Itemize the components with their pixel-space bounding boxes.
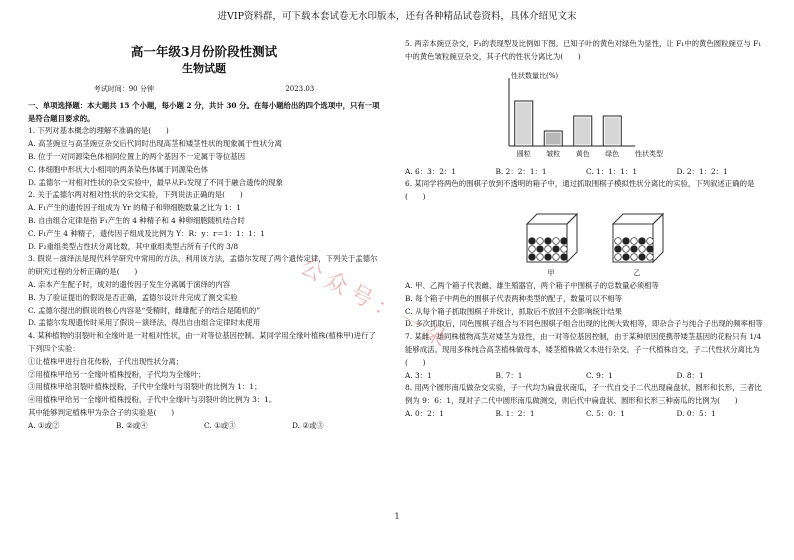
go-stone xyxy=(647,246,654,253)
go-stone xyxy=(537,238,544,245)
question-line: D. 孟德尔一对相对性状的杂交实验中，最早从F₂发现了不同于融合遗传的现象 xyxy=(28,177,283,187)
left-column xyxy=(28,38,380,433)
option: A. 3：1 xyxy=(405,370,432,380)
question-line: ④用植株甲给另一全缘叶植株授粉，子代中全缘叶与羽裂叶的比例为 3：1。 xyxy=(28,395,277,405)
vip-banner: 进VIP资料群，可下载本套试卷无水印版本，还有各种精品试卷资料，具体介绍见文末 xyxy=(217,11,577,22)
option: B. 2：2：1：1 xyxy=(495,166,547,176)
option: D. 2：1：2：1 xyxy=(676,166,728,176)
go-stone xyxy=(639,246,646,253)
question-line: D. F₂重组类型占性状分离比数，其中重组类型占所有子代的 3/8 xyxy=(28,241,239,251)
option: A. 0：2：1 xyxy=(405,408,444,418)
watermark: 公众号：一朵 xyxy=(295,254,457,356)
q6-boxes xyxy=(523,210,767,276)
option: A. 甲、乙两个箱子代表雌、雄生殖器官，两个箱子中围棋子的总数量必须相等 xyxy=(405,280,659,290)
go-stone xyxy=(615,254,622,261)
option: D. 多次抓取后，同色围棋子组合与不同色围棋子组合出现的比例大致相等，即杂合子与纯合子出现的频率相等 xyxy=(405,319,763,329)
category-label: 绿色 xyxy=(605,149,620,158)
go-stone xyxy=(647,238,654,245)
bar-fill xyxy=(605,117,620,144)
category-label: 黄色 xyxy=(575,149,590,158)
q5-stem xyxy=(405,38,767,64)
exam-meta xyxy=(28,83,380,96)
go-stone xyxy=(631,246,638,253)
go-stone xyxy=(615,238,622,245)
go-stone xyxy=(529,238,536,245)
container-box xyxy=(609,210,665,276)
q7-options xyxy=(405,370,767,383)
bar-fill xyxy=(575,117,590,144)
question-line: B. 为了验证提出的假说是否正确，孟德尔设计并完成了测交实验 xyxy=(28,292,238,302)
option: B. 1：2：1 xyxy=(495,408,535,418)
q8-stem xyxy=(405,382,767,408)
q4-options xyxy=(28,420,380,433)
q5-chart xyxy=(487,70,663,162)
question-line: A. 高茎豌豆与高茎豌豆杂交后代同时出现高茎和矮茎性状的现象属于性状分离 xyxy=(28,139,282,149)
q8-options xyxy=(405,408,767,421)
y-axis-label: 性状数量比(%) xyxy=(511,71,559,80)
question-line: 4. 某种植物的羽裂叶和全缘叶是一对相对性状，由一对等位基因控制。某同学用全缘叶植株(植株甲)进行了下列四个实验： xyxy=(28,331,376,353)
exam-date: 2023.03 xyxy=(285,85,315,93)
go-stone xyxy=(561,246,568,253)
option: B. ②或④ xyxy=(116,420,148,430)
question-line: 3. 假说－演绎法是现代科学研究中常用的方法，利用该方法，孟德尔发现了两个遗传定律，下列关于孟德尔的研究过程的分析正确的是( ) xyxy=(28,254,378,277)
option: D. 8：1 xyxy=(676,370,704,380)
go-stone xyxy=(529,254,536,261)
container-box xyxy=(523,210,579,276)
go-stone xyxy=(537,246,544,253)
question-line: 8. 用两个圆形南瓜做杂交实验，子一代均为扁盘状南瓜，子一代自交子二代出现扁盘状、圆形和长形，三者比例为 9：6：1，现对子二代中圆形南瓜做测交，则后代中扁盘状、圆形和长形三种南瓜的比例为( ) xyxy=(405,383,762,406)
right-column xyxy=(405,38,767,421)
box-drawing xyxy=(609,210,665,264)
q5-options xyxy=(405,166,767,179)
go-stone xyxy=(639,254,646,261)
go-stone xyxy=(615,246,622,253)
category-label: 皱粒 xyxy=(546,149,561,158)
go-stone xyxy=(545,246,552,253)
option: A. ①或② xyxy=(28,420,60,430)
x-axis-label: 性状类型 xyxy=(635,149,663,158)
q6-stem xyxy=(405,178,767,204)
option: D. 0：5：1 xyxy=(676,408,716,418)
question-line: C. 体细胞中形状大小相同的两条染色体属于同源染色体 xyxy=(28,164,209,174)
go-stone xyxy=(545,238,552,245)
category-label: 圆粒 xyxy=(516,149,531,158)
question-line: 6. 某同学将两色的围棋子放到不透明的箱子中，通过抓取围棋子模拟性状分离比的实验，下列叙述正确的是( ) xyxy=(405,179,755,202)
option: C. ①或③ xyxy=(204,420,236,430)
question-line: A. 亲本产生配子时，成对的遗传因子发生分离属于演绎的内容 xyxy=(28,279,231,289)
go-stone xyxy=(639,238,646,245)
box-label: 乙 xyxy=(633,268,641,277)
go-stone xyxy=(561,238,568,245)
bar-fill xyxy=(546,132,561,144)
question-line: ②用植株甲给另一全缘叶植株授粉，子代均为全缘叶； xyxy=(28,369,206,379)
bar-chart xyxy=(487,70,663,162)
go-stone xyxy=(623,238,630,245)
option: C. 从每个箱子抓取围棋子并统计，抓取后不放回不会影响统计结果 xyxy=(405,306,623,316)
question-line: C. F₁产生 4 种精子，遗传因子组成及比例为 Y：R：y：r＝1：1：1：1 xyxy=(28,228,265,238)
go-stone xyxy=(537,254,544,261)
question-line: 5. 两亲本豌豆杂交，F₁的表现型及比例如下图。已知子叶的黄色对绿色为显性，让 F₁中的黄色圆粒豌豆与 F₁中的黄色皱粒豌豆杂交，其子代的性状分离比为( ) xyxy=(405,39,762,61)
question-line: 7. 某雌、雄同株植物高茎对矮茎为显性，由一对等位基因控制，由于某种原因使携带矮茎基因的花粉只有 1/4 能够成活。现用多株纯合高茎植株做母本，矮茎植株做父本进行杂交，子一代植株自交，子二代性状分离比为( ) xyxy=(405,332,762,367)
page-number: 1 xyxy=(394,512,400,521)
option: D. ②或③ xyxy=(292,420,324,430)
go-stone xyxy=(553,246,560,253)
option: C. 5：0：1 xyxy=(586,408,625,418)
question-line: C. 孟德尔提出的假说的核心内容是“受精时，雌雄配子的结合是随机的” xyxy=(28,305,260,315)
go-stone xyxy=(623,254,630,261)
option: A. 6：3：2：1 xyxy=(405,166,457,176)
go-stone xyxy=(623,246,630,253)
question-line: ③用植株甲给羽裂叶植株授粉，子代中全缘叶与羽裂叶的比例为 1：1； xyxy=(28,382,262,392)
go-stone xyxy=(631,238,638,245)
question-line: D. 孟德尔发现遗传时采用了假说－演绎法，得出自由组合定律时未使用 xyxy=(28,318,261,328)
q7-stem xyxy=(405,331,767,369)
option: C. 9：1 xyxy=(586,370,613,380)
option: C. 1：1：1：1 xyxy=(586,166,638,176)
go-stone xyxy=(553,254,560,261)
go-stone xyxy=(647,254,654,261)
go-stone xyxy=(553,238,560,245)
question-line: A. F₁产生的遗传因子组成为 Yr 的精子和卵细胞数量之比为 1：1 xyxy=(28,203,241,213)
question-line: 其中能够判定植株甲为杂合子的实验是( ) xyxy=(28,407,175,417)
go-stone xyxy=(631,254,638,261)
question-line: 1. 下列对基本概念的理解不准确的是( ) xyxy=(28,126,169,136)
option: B. 每个箱子中两色的围棋子代表两种类型的配子，数量可以不相等 xyxy=(405,293,623,303)
bar-fill xyxy=(516,102,531,144)
go-stone xyxy=(545,254,552,261)
exam-subtitle: 生物试题 xyxy=(182,62,226,75)
go-stone xyxy=(561,254,568,261)
question-line: B. 位于一对同源染色体相同位置上的两个基因不一定属于等位基因 xyxy=(28,151,246,161)
box-label: 甲 xyxy=(547,268,555,277)
exam-time: 考试时间：90 分钟 xyxy=(93,85,154,93)
exam-title: 高一年级3月份阶段性测试 xyxy=(130,44,278,59)
go-stone xyxy=(529,246,536,253)
question-line: 2. 关于孟德尔两对相对性状的杂交实验，下列说法正确的是( ) xyxy=(28,190,243,200)
question-line: B. 自由组合定律是指 F₁产生的 4 种精子和 4 种卵细胞随机结合时 xyxy=(28,215,245,225)
option: B. 7：1 xyxy=(495,370,523,380)
q6-options xyxy=(405,280,767,331)
question-line: ①让植株甲进行自花传粉，子代出现性状分离； xyxy=(28,356,184,366)
section-heading: 一、单项选择题：本大题共 15 个小题，每小题 2 分，共计 30 分。在每小题给出的四个选项中，只有一项是符合题目要求的。 xyxy=(28,100,380,123)
box-drawing xyxy=(523,210,579,264)
